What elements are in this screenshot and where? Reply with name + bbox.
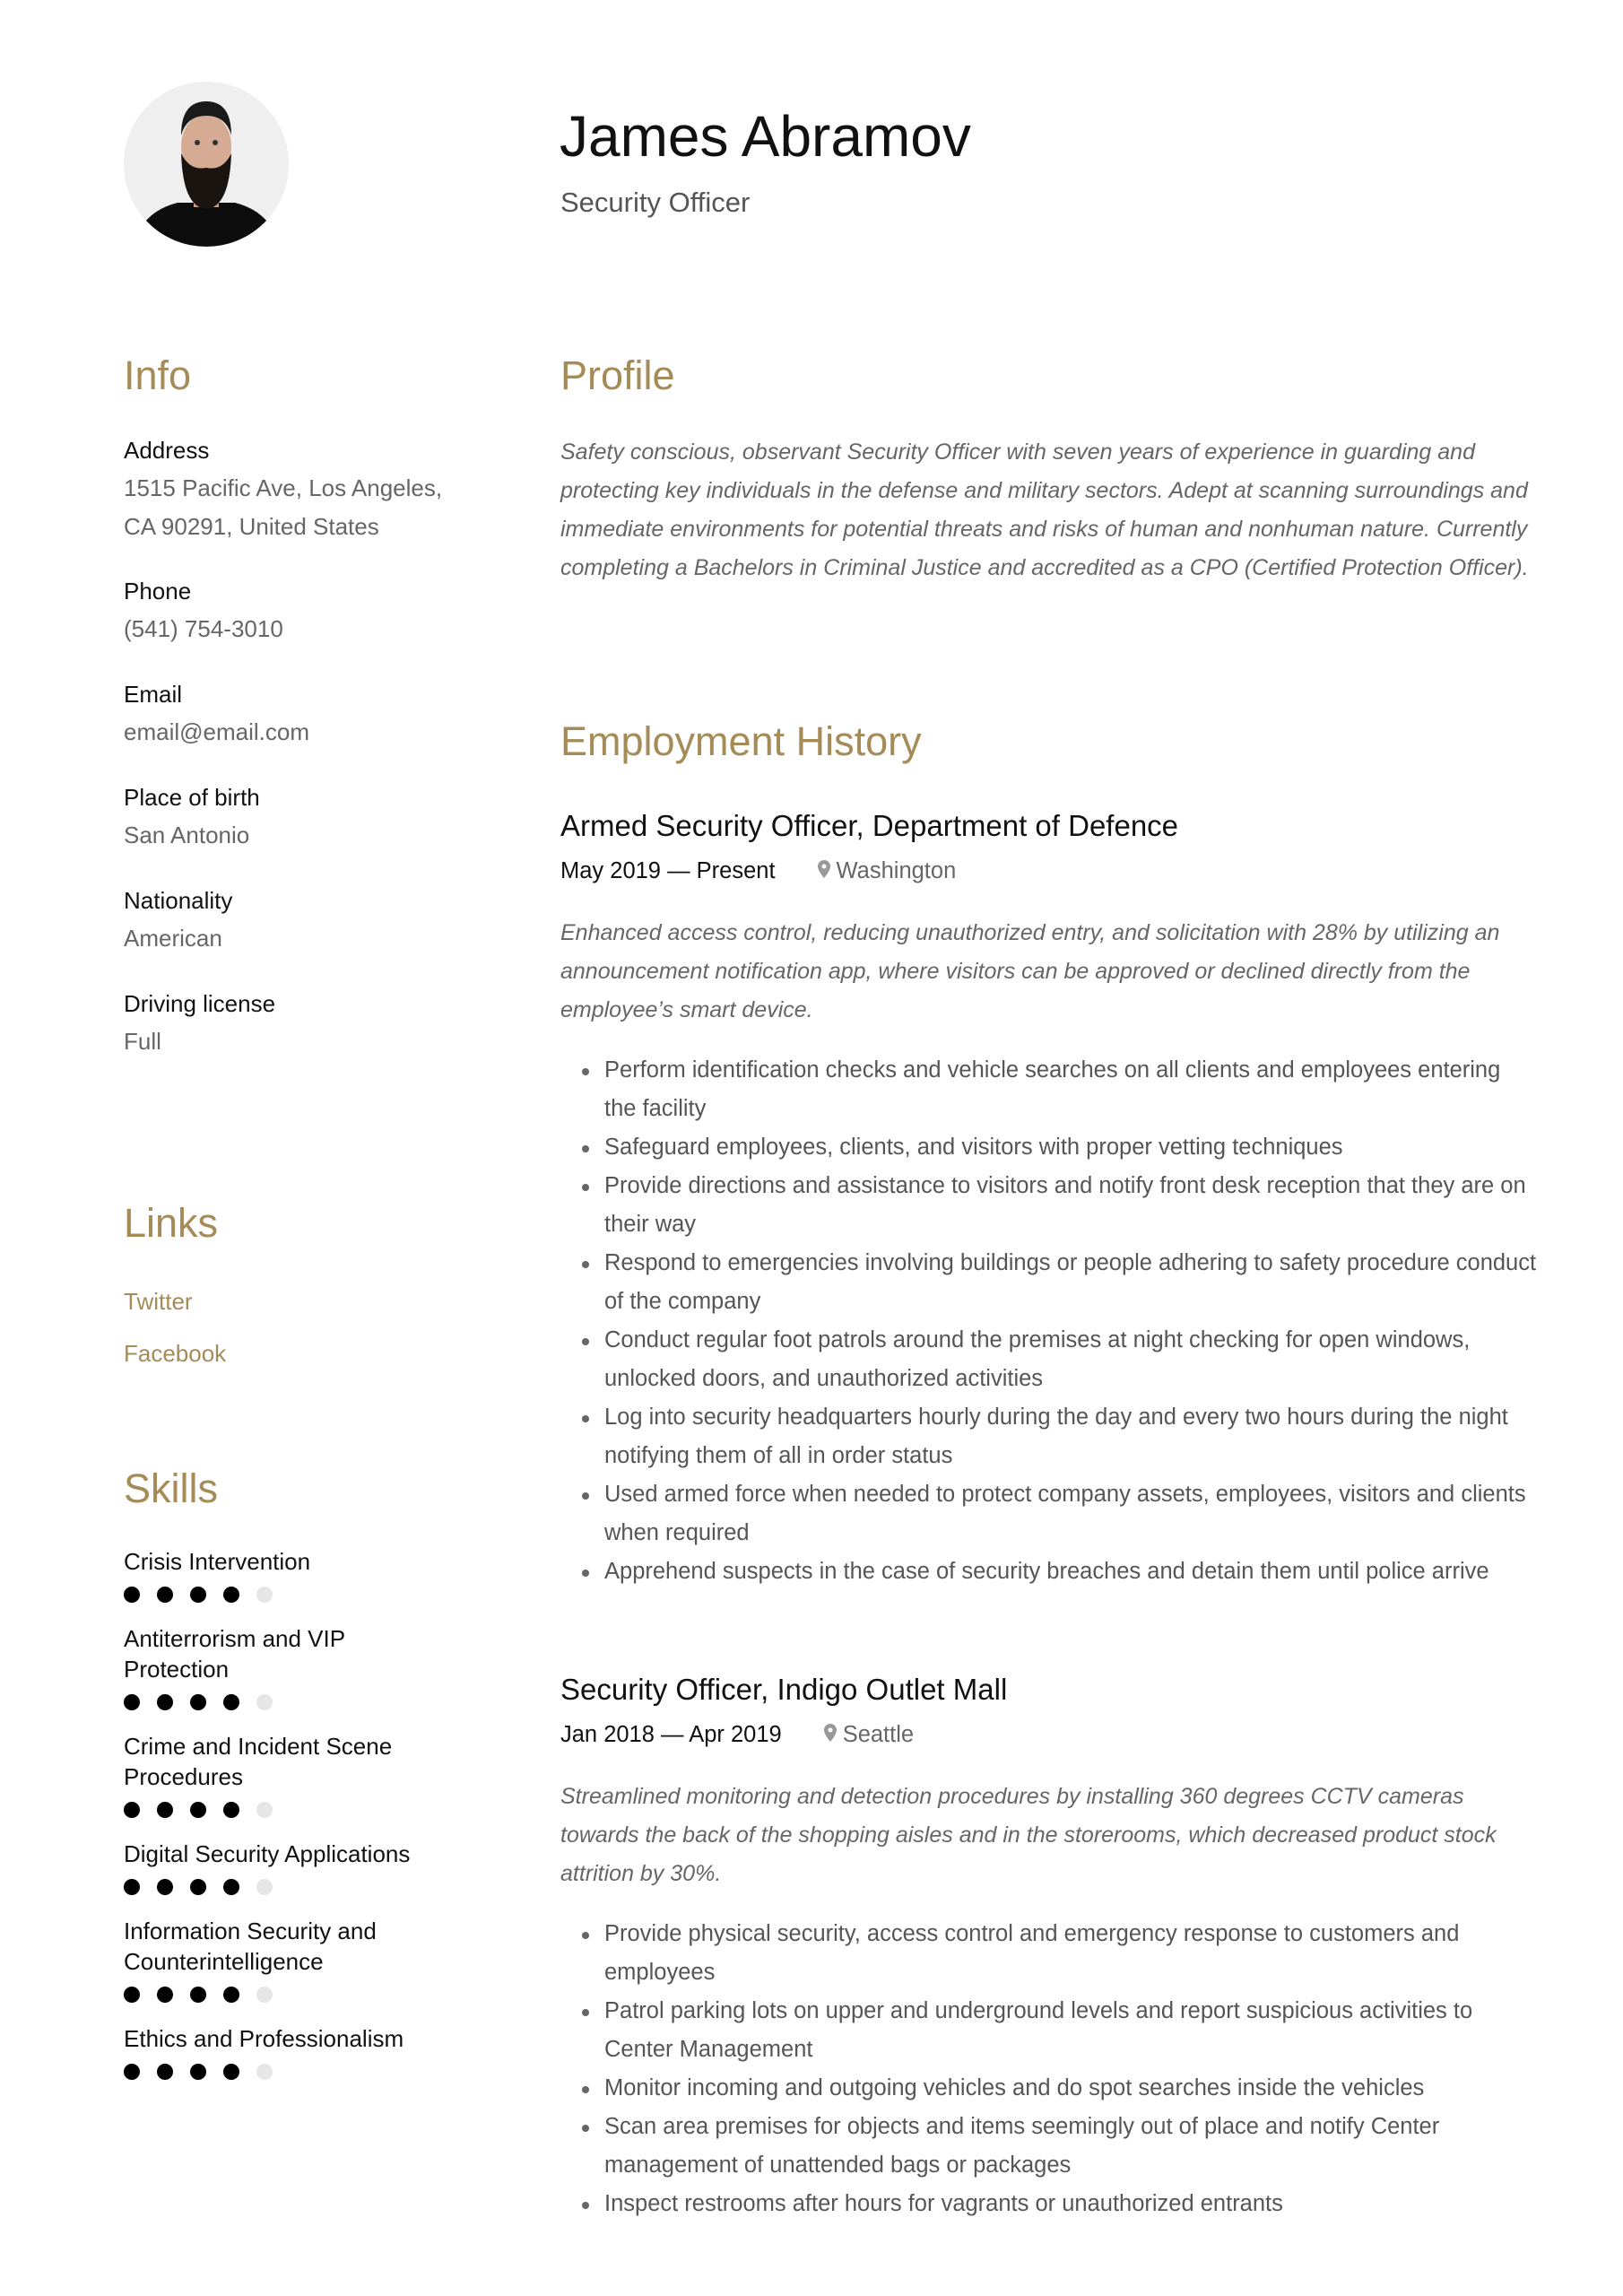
skill-dot-icon <box>190 2064 206 2080</box>
driving-license-value: Full <box>124 1028 161 1055</box>
skill-dot-icon <box>223 1694 239 1710</box>
candidate-name: James Abramov <box>560 104 971 169</box>
job-dates: May 2019 — Present <box>560 858 776 883</box>
skills-section <box>124 1464 447 2100</box>
skill-name: Antiterrorism and VIP Protection <box>124 1625 345 1683</box>
skill-dot-icon <box>157 2064 173 2080</box>
skill-rating <box>124 2061 447 2083</box>
job-location: Seattle <box>842 1722 915 1747</box>
duty-item: Provide directions and assistance to visitors and notify front desk reception that they are on their way <box>560 1167 1538 1244</box>
skill-dot-icon <box>190 1987 206 2003</box>
skill-dot-icon <box>223 1987 239 2003</box>
skill-dot-icon <box>223 1587 239 1603</box>
address-line: CA 90291, United States <box>124 513 379 540</box>
duty-item: Safeguard employees, clients, and visitors with proper vetting techniques <box>560 1128 1538 1167</box>
skill-item <box>124 2023 447 2083</box>
skill-dot-icon <box>124 1987 140 2003</box>
birthplace-value: San Antonio <box>124 822 250 848</box>
address-label: Address <box>124 437 210 464</box>
job-entry <box>560 806 1538 1591</box>
skill-name: Crisis Intervention <box>124 1548 311 1575</box>
employment-section <box>560 717 1538 2223</box>
driving-license-label: Driving license <box>124 990 276 1017</box>
info-address <box>124 431 464 546</box>
skill-dot-icon <box>256 1587 273 1603</box>
skill-item <box>124 1731 447 1821</box>
duty-item: Respond to emergencies involving buildings or people adhering to safety procedure conduct of the company <box>560 1244 1538 1321</box>
skill-dot-icon <box>223 2064 239 2080</box>
skill-dot-icon <box>190 1694 206 1710</box>
email-value: email@email.com <box>124 718 309 745</box>
skill-name: Information Security and Counterintelligence <box>124 1918 377 1975</box>
skills-heading: Skills <box>124 1465 219 1511</box>
job-summary: Enhanced access control, reducing unauthorized entry, and solicitation with 28% by utilizing an announcement notification app, where visitors can be approved or declined directly from the employee’s smart device. <box>560 920 1500 1022</box>
profile-photo <box>124 82 289 247</box>
nationality-label: Nationality <box>124 887 233 914</box>
links-heading: Links <box>124 1200 219 1246</box>
facebook-link[interactable]: Facebook <box>124 1340 227 1367</box>
phone-label: Phone <box>124 578 192 604</box>
skill-rating <box>124 1584 447 1605</box>
skill-dot-icon <box>256 1694 273 1710</box>
nationality-value: American <box>124 925 222 952</box>
skill-dot-icon <box>157 1987 173 2003</box>
candidate-title: Security Officer <box>560 187 751 218</box>
twitter-link[interactable]: Twitter <box>124 1288 193 1315</box>
duty-item: Apprehend suspects in the case of security breaches and detain them until police arrive <box>560 1552 1538 1591</box>
skill-dot-icon <box>256 1879 273 1895</box>
skill-dot-icon <box>223 1879 239 1895</box>
skill-dot-icon <box>190 1587 206 1603</box>
skill-dot-icon <box>157 1694 173 1710</box>
skill-dot-icon <box>124 2064 140 2080</box>
skill-item <box>124 1546 447 1605</box>
job-duties <box>560 1915 1538 2223</box>
skill-rating <box>124 1876 447 1898</box>
job-title: Security Officer, Indigo Outlet Mall <box>560 1673 1008 1706</box>
skill-dot-icon <box>124 1587 140 1603</box>
duty-item: Perform identification checks and vehicle searches on all clients and employees entering the facility <box>560 1051 1538 1128</box>
profile-section <box>560 351 1538 587</box>
job-meta <box>560 853 1538 889</box>
info-nationality <box>124 882 464 958</box>
skill-dot-icon <box>256 2064 273 2080</box>
birthplace-label: Place of birth <box>124 784 260 811</box>
skill-dot-icon <box>157 1587 173 1603</box>
skill-dot-icon <box>124 1802 140 1818</box>
duty-item: Monitor incoming and outgoing vehicles and do spot searches inside the vehicles <box>560 2069 1538 2108</box>
location-pin-icon <box>821 1723 839 1746</box>
job-location: Washington <box>836 858 957 883</box>
job-dates: Jan 2018 — Apr 2019 <box>560 1722 782 1747</box>
skill-rating <box>124 1799 447 1821</box>
skill-dot-icon <box>124 1694 140 1710</box>
info-email <box>124 675 464 752</box>
job-entry <box>560 1670 1538 2223</box>
skill-item <box>124 1916 447 2005</box>
job-meta <box>560 1717 1538 1752</box>
profile-summary: Safety conscious, observant Security Officer with seven years of experience in guarding and protecting key individuals in the defense and military sectors. Adept at scanning surroundings and immediate environments for potential threats and risks of human and nonhuman nature. Currently completing a Bachelors in Criminal Justice and accredited as a CPO (Certified Protection Officer). <box>560 439 1529 580</box>
skill-dot-icon <box>157 1879 173 1895</box>
job-duties <box>560 1051 1538 1591</box>
info-driving-license <box>124 985 464 1061</box>
skill-dot-icon <box>157 1802 173 1818</box>
skill-dot-icon <box>256 1802 273 1818</box>
skill-item <box>124 1839 447 1898</box>
skill-item <box>124 1623 447 1713</box>
location-pin-icon <box>815 859 833 883</box>
skill-name: Crime and Incident Scene Procedures <box>124 1733 393 1790</box>
duty-item: Provide physical security, access control and emergency response to customers and employees <box>560 1915 1538 1992</box>
duty-item: Used armed force when needed to protect company assets, employees, visitors and clients when required <box>560 1475 1538 1552</box>
email-label: Email <box>124 681 183 708</box>
skill-rating <box>124 1984 447 2005</box>
skill-dot-icon <box>190 1879 206 1895</box>
info-section <box>124 351 464 1061</box>
info-birthplace <box>124 778 464 855</box>
skill-dot-icon <box>223 1802 239 1818</box>
skill-name: Digital Security Applications <box>124 1840 411 1867</box>
skill-dot-icon <box>124 1879 140 1895</box>
duty-item: Scan area premises for objects and items seemingly out of place and notify Center management of unattended bags or packages <box>560 2108 1538 2185</box>
phone-value: (541) 754-3010 <box>124 615 283 642</box>
skill-name: Ethics and Professionalism <box>124 2025 404 2052</box>
job-title: Armed Security Officer, Department of Defence <box>560 809 1179 842</box>
skill-dot-icon <box>190 1802 206 1818</box>
employment-heading: Employment History <box>560 718 922 764</box>
info-heading: Info <box>124 352 192 398</box>
skill-rating <box>124 1692 447 1713</box>
profile-heading: Profile <box>560 352 675 398</box>
links-section <box>124 1198 464 1373</box>
skill-dot-icon <box>256 1987 273 2003</box>
duty-item: Patrol parking lots on upper and underground levels and report suspicious activities to Center Management <box>560 1992 1538 2069</box>
job-summary: Streamlined monitoring and detection procedures by installing 360 degrees CCTV cameras towards the back of the shopping aisles and in the storerooms, which decreased product stock attrition by 30%. <box>560 1784 1497 1886</box>
address-line: 1515 Pacific Ave, Los Angeles, <box>124 474 443 501</box>
info-phone <box>124 572 464 648</box>
duty-item: Conduct regular foot patrols around the premises at night checking for open windows, unlocked doors, and unauthorized activities <box>560 1321 1538 1398</box>
duty-item: Inspect restrooms after hours for vagrants or unauthorized entrants <box>560 2185 1538 2223</box>
person-photo-icon <box>124 82 289 247</box>
duty-item: Log into security headquarters hourly during the day and every two hours during the night notifying them of all in order status <box>560 1398 1538 1475</box>
